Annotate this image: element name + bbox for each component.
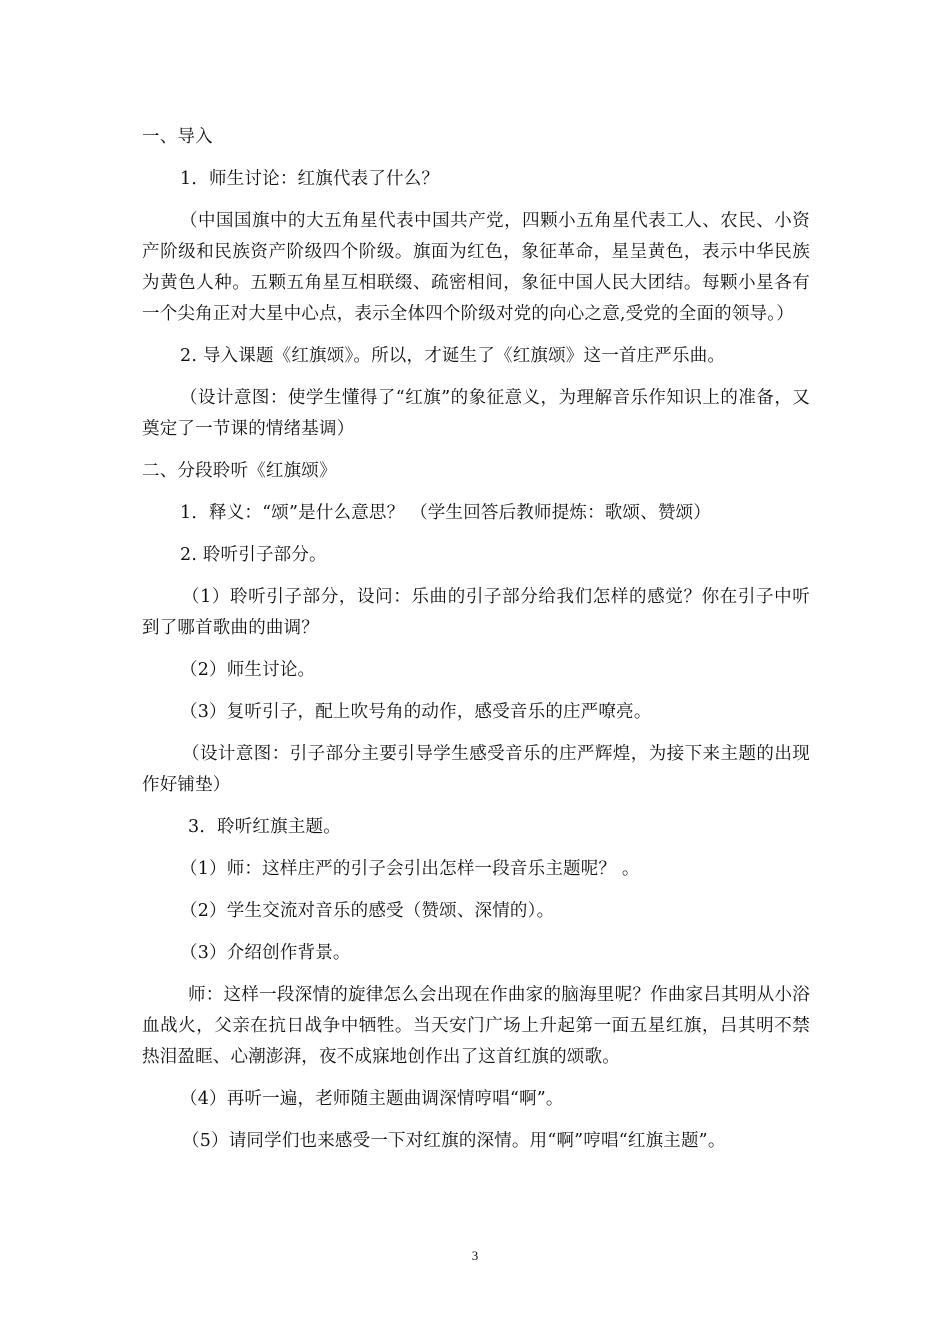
paragraph-design-intent-2: （设计意图：引子部分主要引导学生感受音乐的庄严辉煌，为接下来主题的出现作好铺垫） xyxy=(142,744,810,795)
paragraph-theme-step-5: （5）请同学们也来感受一下对红旗的深情。用“啊”哼唱“红旗主题”。 xyxy=(182,1131,726,1151)
paragraph-discussion: 1．师生讨论：红旗代表了什么？ xyxy=(180,169,440,189)
page-number: 3 xyxy=(471,1248,479,1263)
paragraph-theme-step-1: （1）师：这样庄严的引子会引出怎样一段音乐主题呢？ 。 xyxy=(180,859,640,879)
paragraph-theme-step-2: （2）学生交流对音乐的感受（赞颂、深情的）。 xyxy=(180,901,555,921)
paragraph-listen-intro: 2. 聆听引子部分。 xyxy=(180,545,327,565)
paragraph-theme-step-4: （4）再听一遍，老师随主题曲调深情哼唱“啊”。 xyxy=(180,1089,564,1109)
paragraph-step-3: （3）复听引子，配上吹号角的动作，感受音乐的庄严嘹亮。 xyxy=(180,702,652,722)
document-body xyxy=(142,122,810,1168)
paragraph-background: 师：这样一段深情的旋律怎么会出现在作曲家的脑海里呢？作曲家吕其明从小浴血战火，父亲在抗日战争中牺牲。当天安门广场上升起第一面五星红旗，吕其明不禁热泪盈眶、心潮澎湃，夜不成寐地创作出了这首红旗的颂歌。 xyxy=(142,985,810,1067)
paragraph-listen-theme: 3．聆听红旗主题。 xyxy=(188,817,341,837)
paragraph-design-intent-1: （设计意图：使学生懂得了“红旗”的象征意义，为理解音乐作知识上的准备，又奠定了一节课的情绪基调） xyxy=(142,388,810,439)
section-heading-intro: 一、导入 xyxy=(142,127,213,147)
paragraph-step-1: （1）聆听引子部分，设问：乐曲的引子部分给我们怎样的感觉？你在引子中听到了哪首歌曲的曲调？ xyxy=(142,587,810,638)
paragraph-flag-meaning: （中国国旗中的大五角星代表中国共产党，四颗小五角星代表工人、农民、小资产阶级和民族资产阶级四个阶级。旗面为红色，象征革命，星呈黄色，表示中华民族为黄色人种。五颗五角星互相联缀、疏密相间，象征中国人民大团结。每颗小星各有一个尖角正对大星中心点，表示全体四个阶级对党的向心之意,受党的全面的领导。） xyxy=(142,211,810,324)
paragraph-step-2: （2）师生讨论。 xyxy=(180,660,316,680)
paragraph-theme-step-3: （3）介绍创作背景。 xyxy=(180,943,351,963)
section-heading-listening: 二、分段聆听《红旗颂》 xyxy=(142,461,337,481)
paragraph-topic-intro: 2. 导入课题《红旗颂》。所以，才诞生了《红旗颂》这一首庄严乐曲。 xyxy=(180,346,726,366)
paragraph-definition: 1．释义：“颂”是什么意思？ （学生回答后教师提炼：歌颂、赞颂） xyxy=(180,503,711,523)
